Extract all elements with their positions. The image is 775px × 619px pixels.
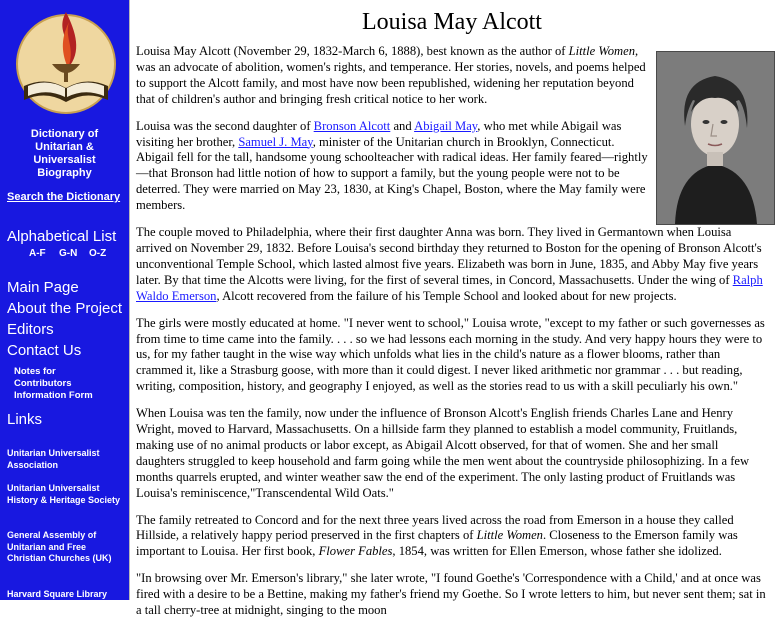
samuel-j-may-link[interactable]: Samuel J. May xyxy=(238,134,313,149)
paragraph-early-years: The couple moved to Philadelphia, where their first daughter Anna was born. They lived in Germantown when Louisa arrived on November 29, 1832. Before Louisa's second birthday they returned to Boston for the opening of Bronson Alcott's unconventional Temple School, which lasted almost five years. Elizabeth was born in June, 1835, and Abby May five years later. By that time the Alcotts were living, for the first of several times, in Concord, Massachusetts. Under the wing of Ralph Waldo Emerson, Alcott recovered from the failure of his Temple School and looked about for new projects. xyxy=(136,225,763,303)
page-title: Louisa May Alcott xyxy=(362,9,542,35)
nav-about-the-project[interactable]: About the Project xyxy=(7,300,123,317)
alpha-range-a-f-link[interactable]: A-F xyxy=(29,248,46,259)
sidebar-divider xyxy=(129,0,130,600)
nav-editors[interactable]: Editors xyxy=(7,321,54,338)
nav-main-page[interactable]: Main Page xyxy=(7,279,79,296)
notes-for-contributors-link[interactable]: Notes for Contributors xyxy=(14,366,72,389)
link-uua[interactable]: Unitarian Universalist Association xyxy=(7,448,100,470)
links-heading: Links xyxy=(7,411,43,428)
search-dictionary-link[interactable]: Search the Dictionary xyxy=(7,191,121,203)
information-form-link[interactable]: Information Form xyxy=(14,390,93,401)
link-uu-history-society[interactable]: Unitarian Universalist History & Heritage Society xyxy=(7,483,121,505)
chalice-logo-icon[interactable] xyxy=(10,4,122,116)
ralph-waldo-emerson-link[interactable]: Ralph Waldo Emerson xyxy=(136,272,763,303)
paragraph-emerson-library: "In browsing over Mr. Emerson's library," she later wrote, "I found Goethe's 'Correspondence with a Child,' and at once was fired with a desire to be a Bettine, making my father's friend my Goethe. So I wrote letters to him, but never sent them; sat in a tall cherry-tree at midnight, singing to the moon xyxy=(136,571,766,618)
paragraph-fruitlands: When Louisa was ten the family, now under the influence of Bronson Alcott's English friends Charles Lane and Henry Wright, moved to Harvard, Massachusetts. On a hillside farm they planned to establish a model community, Fruitlands, making use of no animal products or labor except, as Abigail Alcott observed, for that of women. She and her small daughters struggled to keep household and farm going while the men went about the countryside philosophizing. In a few months quarrels erupted, and winter weather saw the end of the experiment. The only lasting product of Fruitlands was Louisa's reminiscence,"Transcendental Wild Oats." xyxy=(136,406,750,500)
alpha-range-o-z-link[interactable]: O-Z xyxy=(89,248,107,259)
portrait-photo-icon xyxy=(656,51,775,225)
nav-contact-us[interactable]: Contact Us xyxy=(7,342,82,359)
paragraph-intro: Louisa May Alcott (November 29, 1832-March 6, 1888), best known as the author of Little Women, was an advocate of abolition, women's rights, and temperance. Her stories, novels, and poems helped to support the Alcott family, and most have now been republished, widening her reputation beyond that of children's author and bringing fresh critical notice to her work. xyxy=(136,44,646,106)
abigail-may-link[interactable]: Abigail May xyxy=(414,118,478,133)
site-title-line-4: Biography xyxy=(37,167,92,179)
sidebar xyxy=(0,0,129,600)
alphabetical-list-link[interactable]: Alphabetical List xyxy=(7,228,117,245)
paragraph-hillside: The family retreated to Concord and for the next three years lived across the road from Emerson in a house they called Hillside, a relatively happy period preserved in the first chapters of Little Women. Closeness to the Emerson family was important to Louisa. Her first book, Flower Fables, 1854, was written for Ellen Emerson, whose father she idolized. xyxy=(136,512,738,559)
article xyxy=(136,0,768,618)
link-harvard-square-library[interactable]: Harvard Square Library xyxy=(7,589,108,599)
site-title-line-3: Universalist xyxy=(33,154,96,166)
paragraph-education: The girls were mostly educated at home. "I never went to school," Louisa wrote, "except to my father or such governesses as from time to time came into the family. . . . so we had lessons each morning in the study. And very happy hours they were to us, for my father taught in the wise way which unfolds what lies in the child's nature as a flower blooms, rather than crammed it, like a Strasburg goose, with more than it could digest. I never liked arithmetic nor grammar . . . but reading, writing, composition, history, and geography I enjoyed, as well as the stories read to us with a skill peculiarly his own." xyxy=(136,315,765,394)
alpha-range-g-n-link[interactable]: G-N xyxy=(59,248,78,259)
paragraph-parents: Louisa was the second daughter of Bronson Alcott and Abigail May, who met while Abigail was visiting her brother, Samuel J. May, minister of the Unitarian church in Brooklyn, Connecticut. Abigail fell for the tall, handsome young schoolteacher with radical ideas. Her family feared—rightly—that Bronson had little notion of how to support a family, but the young people were not to be deterred. They were married on May 23, 1830, at King's Chapel, Boston, where the May family were members. xyxy=(136,118,648,213)
link-general-assembly-uk[interactable]: General Assembly of Unitarian and Free Christian Churches (UK) xyxy=(7,530,112,563)
site-title-line-2: Unitarian & xyxy=(35,141,94,153)
bronson-alcott-link[interactable]: Bronson Alcott xyxy=(313,118,391,133)
site-title-line-1: Dictionary of xyxy=(30,128,99,140)
